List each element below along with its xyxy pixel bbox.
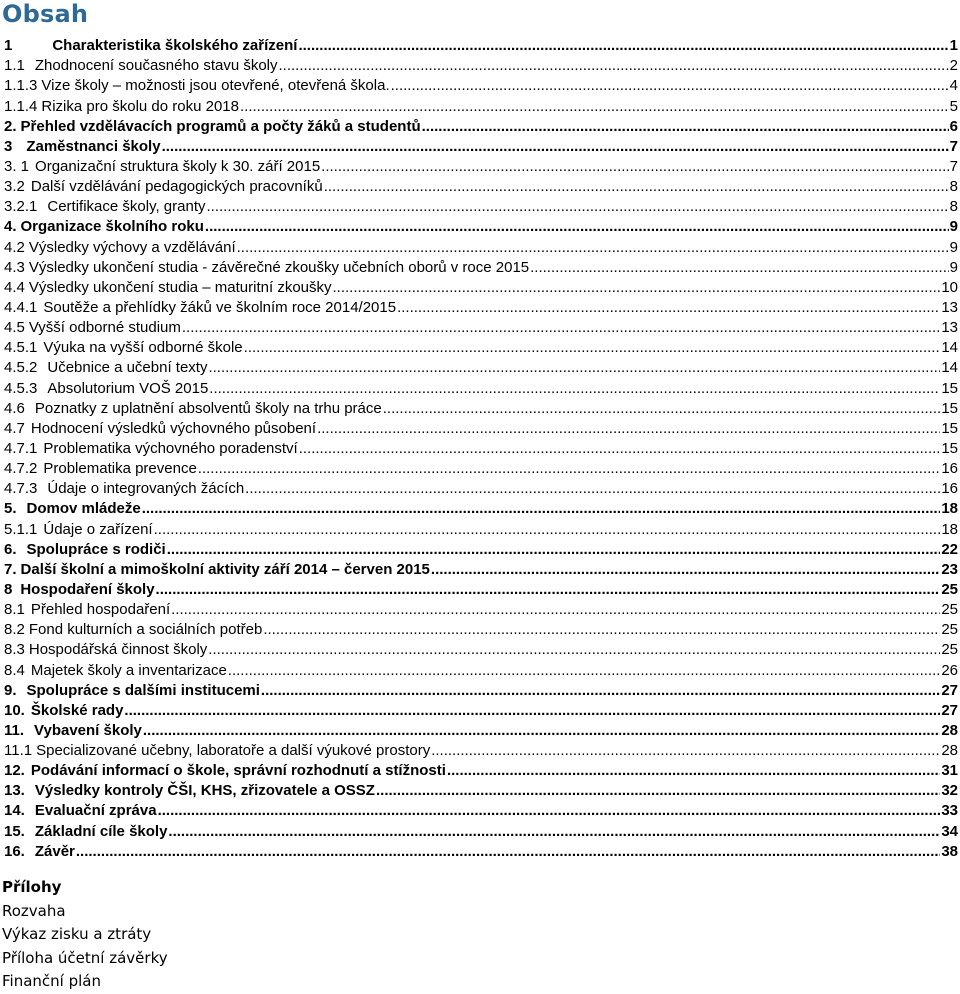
toc-entry[interactable] — [4, 538, 958, 558]
toc-entry-page: 18 — [941, 500, 958, 518]
toc-entry-label: Specializované učebny, laboratoře a další výukové prostory — [36, 742, 431, 760]
toc-entry-label: Absolutorium VOŠ 2015 — [47, 379, 209, 397]
toc-entry-label: Zaměstnanci školy — [26, 137, 161, 155]
toc-entry-number: 4.6 — [4, 399, 25, 417]
toc-entry[interactable] — [4, 679, 958, 699]
toc-entry-leader — [209, 380, 940, 397]
toc-entry-leader — [261, 682, 940, 699]
toc-entry-page: 33 — [941, 802, 958, 820]
toc-entry-label: Výsledky ukončení studia - závěrečné zkoušky učebních oborů v roce 2015 — [28, 258, 530, 276]
toc-entry-number: 4.7.1 — [4, 439, 38, 457]
toc-entry-page: 15 — [941, 379, 958, 397]
toc-entry-number: 12. — [4, 762, 25, 780]
toc-entry-page: 6 — [949, 117, 958, 135]
toc-entry-page: 7 — [949, 137, 958, 155]
toc-entry-page: 8 — [949, 178, 958, 196]
toc-entry-leader — [317, 420, 940, 437]
attachments-heading: Přílohy — [2, 878, 62, 896]
toc-entry-page: 16 — [941, 480, 958, 498]
toc-entry-page: 14 — [941, 359, 958, 377]
toc-entry-label: Spolupráce s rodiči — [26, 540, 166, 558]
toc-entry-page: 13 — [941, 319, 958, 337]
toc-entry-page: 2 — [949, 57, 958, 75]
toc-entry[interactable] — [4, 719, 958, 739]
toc-entry[interactable] — [4, 74, 958, 94]
toc-entry-number: 1.1.4 — [4, 97, 38, 115]
toc-entry-number: 3.2.1 — [4, 198, 38, 216]
toc-entry[interactable] — [4, 94, 958, 114]
toc-entry-leader — [263, 621, 940, 638]
toc-entry-page: 28 — [941, 721, 958, 739]
attachment-item: Finanční plán — [2, 972, 101, 990]
toc-entry-number: 2. — [4, 117, 17, 135]
toc-entry-label: Organizace školního roku — [20, 218, 204, 236]
toc-entry-number: 4.5 — [4, 319, 25, 337]
toc-entry-page: 28 — [941, 742, 958, 760]
toc-entry-number: 4.5.1 — [4, 339, 38, 357]
toc-entry-leader — [240, 98, 949, 115]
toc-entry-page: 25 — [941, 580, 958, 598]
toc-entry[interactable] — [4, 840, 958, 860]
toc-entry-number: 1.1 — [4, 57, 25, 75]
attachment-item: Příloha účetní závěrky — [2, 948, 168, 967]
toc-entry[interactable] — [4, 819, 958, 839]
toc-entry-number: 14. — [4, 802, 25, 820]
toc-entry-number: 9. — [4, 681, 17, 699]
toc-entry-leader — [158, 802, 941, 819]
toc-entry-label: Učebnice a učební texty — [47, 359, 208, 377]
toc-entry-label: Výsledky výchovy a vzdělávání — [28, 238, 236, 256]
toc-entry-label: Přehled hospodaření — [30, 601, 171, 619]
toc-entry-leader — [154, 521, 941, 538]
toc-entry-label: Hospodářská činnost školy — [28, 641, 208, 659]
toc-entry[interactable] — [4, 437, 958, 457]
toc-entry-label: Certifikace školy, granty — [47, 198, 206, 216]
attachment-item: Výkaz zisku a ztráty — [2, 925, 152, 943]
toc-entry[interactable] — [4, 316, 958, 336]
toc-entry[interactable] — [4, 235, 958, 255]
toc-entry-number: 8.2 — [4, 621, 25, 639]
attachment-item: Rozvaha — [2, 901, 66, 920]
toc-entry[interactable] — [4, 658, 958, 678]
toc-entry[interactable] — [4, 739, 958, 759]
toc-entry[interactable] — [4, 296, 958, 316]
toc-entry[interactable] — [4, 517, 958, 537]
toc-entry-number: 7. — [4, 560, 17, 578]
toc-entry-page: 27 — [941, 681, 958, 699]
toc-entry-label: Údaje o integrovaných žácích — [47, 480, 245, 498]
toc-entry-label: Organizační struktura školy k 30. září 2015 — [35, 157, 321, 175]
toc-entry-number: 3.2 — [4, 178, 25, 196]
toc-entry-leader — [391, 77, 949, 94]
toc-entry-page: 16 — [941, 460, 958, 478]
toc-entry-leader — [182, 319, 940, 336]
toc-entry-label: Rizika pro školu do roku 2018 — [41, 97, 239, 115]
toc-entry[interactable] — [4, 759, 958, 779]
toc-entry-page: 1 — [949, 37, 958, 55]
toc-entry-label: Spolupráce s dalšími institucemi — [26, 681, 260, 699]
toc-entry-number: 4.7 — [4, 419, 25, 437]
toc-entry[interactable] — [4, 699, 958, 719]
toc-entry[interactable] — [4, 276, 958, 296]
toc-entry-label: Další školní a mimoškolní aktivity září 2014 – červen 2015 — [20, 560, 430, 578]
toc-entry-label: Soutěže a přehlídky žáků ve školním roce 2014/2015 — [43, 298, 397, 316]
toc-entry-page: 9 — [949, 238, 958, 256]
toc-entry-page: 22 — [941, 540, 958, 558]
toc-entry[interactable] — [4, 497, 958, 517]
toc-entry[interactable] — [4, 417, 958, 437]
toc-entry-page: 9 — [949, 258, 958, 276]
toc-entry[interactable] — [4, 477, 958, 497]
toc-entry-leader — [208, 641, 940, 658]
toc-entry[interactable] — [4, 638, 958, 658]
page-title: Obsah — [2, 0, 89, 28]
toc-entry-page: 15 — [941, 419, 958, 437]
toc-entry-leader — [156, 581, 941, 598]
toc-entry-label: Podávání informací o škole, správní rozhodnutí a stížnosti — [30, 762, 446, 780]
toc-entry-page: 31 — [941, 762, 958, 780]
toc-entry-page: 34 — [941, 822, 958, 840]
toc-entry-number: 4.2 — [4, 238, 25, 256]
toc-entry-label: Výsledky ukončení studia – maturitní zkoušky — [28, 278, 332, 296]
toc-entry-number: 5. — [4, 500, 17, 518]
toc-entry-label: Problematika prevence — [43, 460, 197, 478]
toc-entry-number: 4.3 — [4, 258, 25, 276]
toc-entry[interactable] — [4, 779, 958, 799]
toc-entry-label: Charakteristika školského zařízení — [52, 37, 298, 55]
toc-entry-label: Problematika výchovného poradenství — [43, 439, 298, 457]
toc-entry-number: 3. 1 — [4, 157, 30, 175]
toc-entry-label: Školské rady — [30, 701, 124, 719]
toc-entry-leader — [376, 782, 940, 799]
toc-entry-label: Majetek školy a inventarizace — [30, 661, 227, 679]
toc-entry-page: 15 — [941, 399, 958, 417]
toc-entry-leader — [422, 118, 949, 135]
toc-entry-leader — [198, 460, 941, 477]
toc-entry-leader — [324, 178, 949, 195]
toc-entry-leader — [167, 541, 941, 558]
table-of-contents — [4, 34, 958, 860]
toc-entry-label: Přehled vzdělávacích programů a počty žáků a studentů — [20, 117, 421, 135]
toc-entry-number: 15. — [4, 822, 25, 840]
toc-entry-leader — [244, 339, 941, 356]
toc-entry-number: 11.1 — [4, 742, 33, 760]
toc-entry-page: 5 — [949, 97, 958, 115]
toc-entry[interactable] — [4, 376, 958, 396]
toc-entry[interactable] — [4, 336, 958, 356]
toc-entry-label: Výsledky kontroly ČŠI, KHS, zřizovatele a OSSZ — [34, 782, 375, 800]
toc-entry[interactable] — [4, 618, 958, 638]
toc-entry-page: 9 — [949, 218, 958, 236]
toc-entry-leader — [237, 239, 949, 256]
toc-entry-label: Další vzdělávání pedagogických pracovníků — [30, 178, 323, 196]
toc-entry-number: 13. — [4, 782, 25, 800]
toc-entry-label: Evaluační zpráva — [34, 802, 157, 820]
toc-entry[interactable] — [4, 558, 958, 578]
toc-entry[interactable] — [4, 457, 958, 477]
toc-entry-page: 8 — [949, 198, 958, 216]
toc-entry-label: Poznatky z uplatnění absolventů školy na trhu práce — [34, 399, 382, 417]
toc-entry-leader — [205, 218, 949, 235]
toc-entry-leader — [228, 662, 941, 679]
toc-entry-leader — [208, 359, 940, 376]
toc-entry-leader — [206, 198, 948, 215]
toc-entry-leader — [168, 823, 940, 840]
toc-entry-label: Zhodnocení současného stavu školy — [34, 57, 278, 75]
toc-entry-label: Vize školy – možnosti jsou otevřené, otevřená škola. — [41, 77, 390, 95]
toc-entry[interactable] — [4, 356, 958, 376]
toc-entry-number: 6. — [4, 540, 17, 558]
toc-entry-number: 11. — [4, 721, 25, 739]
toc-entry-leader — [162, 138, 949, 155]
toc-entry-number: 5.1.1 — [4, 520, 38, 538]
toc-entry-leader — [245, 480, 940, 497]
toc-entry-page: 38 — [941, 842, 958, 860]
toc-entry-page: 27 — [941, 701, 958, 719]
toc-entry-label: Fond kulturních a sociálních potřeb — [28, 621, 263, 639]
toc-entry-number: 8.4 — [4, 661, 25, 679]
toc-entry-leader — [299, 440, 941, 457]
toc-entry-number: 8.3 — [4, 641, 25, 659]
toc-entry-leader — [143, 722, 940, 739]
toc-entry-leader — [447, 762, 940, 779]
toc-entry-page: 4 — [949, 77, 958, 95]
toc-entry-number: 1.1.3 — [4, 77, 38, 95]
toc-entry-page: 26 — [941, 661, 958, 679]
toc-entry-page: 7 — [949, 157, 958, 175]
toc-entry-label: Základní cíle školy — [34, 822, 168, 840]
toc-entry-number: 8 — [4, 580, 13, 598]
toc-entry-number: 8.1 — [4, 601, 25, 619]
toc-entry-page: 25 — [941, 621, 958, 639]
toc-entry-page: 32 — [941, 782, 958, 800]
toc-entry-leader — [383, 400, 941, 417]
toc-entry[interactable] — [4, 799, 958, 819]
toc-entry-leader — [397, 299, 940, 316]
toc-entry-leader — [142, 500, 941, 517]
toc-entry-leader — [298, 37, 948, 54]
toc-entry-page: 23 — [941, 560, 958, 578]
toc-entry-number: 3 — [4, 137, 13, 155]
toc-entry-label: Hodnocení výsledků výchovného působení — [30, 419, 317, 437]
toc-entry-leader — [279, 57, 949, 74]
toc-entry-leader — [321, 158, 948, 175]
toc-entry[interactable] — [4, 598, 958, 618]
toc-entry-number: 1 — [4, 37, 13, 55]
toc-entry-number: 10. — [4, 701, 25, 719]
toc-entry-page: 25 — [941, 641, 958, 659]
toc-entry-label: Závěr — [34, 842, 75, 860]
toc-entry[interactable] — [4, 578, 958, 598]
toc-entry-number: 4.4 — [4, 278, 25, 296]
toc-entry-page: 15 — [941, 439, 958, 457]
toc-entry-label: Vyšší odborné studium — [28, 319, 181, 337]
toc-entry-number: 4.7.2 — [4, 460, 38, 478]
toc-entry-number: 4.7.3 — [4, 480, 38, 498]
toc-entry-leader — [76, 843, 940, 860]
toc-entry-number: 4.5.2 — [4, 359, 38, 377]
toc-entry-leader — [124, 702, 940, 719]
toc-entry-number: 16. — [4, 842, 25, 860]
toc-entry-page: 13 — [941, 298, 958, 316]
toc-entry-number: 4.5.3 — [4, 379, 38, 397]
toc-entry[interactable] — [4, 54, 958, 74]
toc-entry-label: Hospodaření školy — [20, 580, 155, 598]
toc-entry[interactable] — [4, 135, 958, 155]
toc-entry[interactable] — [4, 34, 958, 54]
toc-entry[interactable] — [4, 215, 958, 235]
attachments-section — [2, 876, 168, 994]
toc-entry-leader — [171, 601, 940, 618]
toc-entry[interactable] — [4, 175, 958, 195]
toc-entry-label: Výuka na vyšší odborné škole — [43, 339, 243, 357]
toc-entry-number: 4.4.1 — [4, 298, 38, 316]
toc-entry[interactable] — [4, 155, 958, 175]
toc-entry-page: 14 — [941, 339, 958, 357]
toc-entry-number: 4. — [4, 218, 17, 236]
toc-entry-label: Vybavení školy — [34, 721, 142, 739]
toc-entry[interactable] — [4, 256, 958, 276]
toc-entry-label: Domov mládeže — [26, 500, 141, 518]
toc-entry-leader — [431, 561, 940, 578]
toc-entry[interactable] — [4, 195, 958, 215]
toc-entry-page: 18 — [941, 520, 958, 538]
toc-entry-leader — [530, 259, 949, 276]
toc-entry[interactable] — [4, 397, 958, 417]
toc-entry-page: 25 — [941, 601, 958, 619]
toc-entry-leader — [431, 742, 940, 759]
toc-entry-label: Údaje o zařízení — [43, 520, 153, 538]
toc-entry-page: 10 — [941, 278, 958, 296]
toc-entry-leader — [333, 279, 941, 296]
toc-entry[interactable] — [4, 115, 958, 135]
